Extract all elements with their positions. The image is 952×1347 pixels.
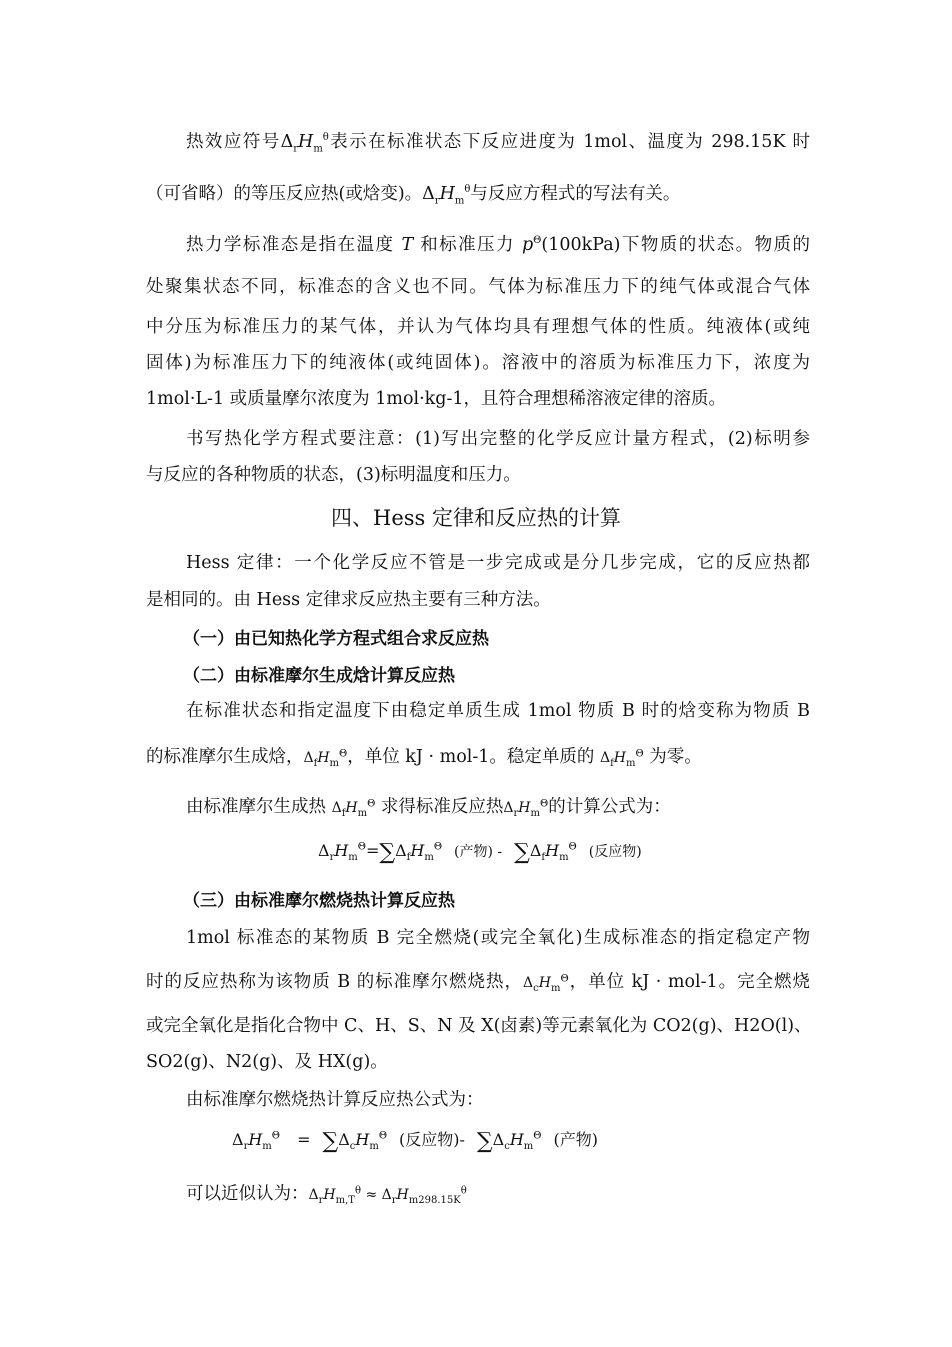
formation-line1: 在标准状态和指定温度下由稳定单质生成 1mol 物质 B 时的焓变称为物质 B <box>186 701 810 721</box>
delta-h-symbol: $\Delta_rH_m^\theta$ <box>422 184 471 207</box>
formation-line3: 由标准摩尔生成热 $\Delta_fH_m^\Theta$ 求得标准反应热$\Delta_rH_m^\Theta$的计算公式为： <box>186 797 671 819</box>
delta-h-symbol: $\Delta_rH_m^\theta$ <box>280 132 329 155</box>
para2-line4: 固体)为标准压力下的纯液体(或纯固体)。溶液中的溶质为标准压力下，浓度为 <box>146 353 810 373</box>
formation-line2: 的标准摩尔生成焓，$\Delta_fH_m^\Theta$，单位 kJ · mol-1。稳定单质的 $\Delta_fH_m^\Theta$ 为零。 <box>146 747 702 769</box>
combustion-line1: 1mol 标准态的某物质 B 完全燃烧(或完全氧化)生成标准态的指定稳定产物 <box>186 928 810 948</box>
para3-line1: 书写热化学方程式要注意：(1)写出完整的化学反应计量方程式，(2)标明参 <box>186 429 810 449</box>
combustion-line2: 时的反应热称为该物质 B 的标准摩尔燃烧热，$\Delta_cH_m^\Theta$，单位 kJ · mol-1。完全燃烧 <box>146 972 811 994</box>
section-heading: 四、Hess 定律和反应热的计算 <box>331 506 621 530</box>
combustion-line5: 由标准摩尔燃烧热计算反应热公式为： <box>186 1090 484 1110</box>
para2-line1: 热力学标准态是指在温度 T 和标准压力 $p^\Theta(100kPa)$下物质的状态。物质的 <box>186 235 810 255</box>
formula-combustion: $\Delta_rH_m^\Theta = \sum\Delta_cH_m^\Theta$ (反应物)- $\sum\Delta_cH_m^\Theta$ (产物) <box>232 1129 598 1154</box>
para1-line2: （可省略）的等压反应热(或焓变)。$\Delta_rH_m^\theta$与反应方程式的写法有关。 <box>146 184 681 207</box>
para2-line2: 处聚集状态不同，标准态的含义也不同。气体为标准压力下的纯气体或混合气体 <box>146 277 810 297</box>
combustion-line3: 或完全氧化是指化合物中 C、H、S、N 及 X(卤素)等元素氧化为 CO2(g)、H2O(l)、 <box>146 1016 812 1036</box>
subheading-2: （二）由标准摩尔生成焓计算反应热 <box>183 666 455 686</box>
hess-line2: 是相同的。由 Hess 定律求反应热主要有三种方法。 <box>146 590 551 610</box>
formula-formation: $\Delta_rH_m^\Theta=\sum\Delta_fH_m^\Theta$ (产物) - $\sum\Delta_fH_m^\Theta$ (反应物) <box>318 840 642 865</box>
para3-line2: 与反应的各种物质的状态，(3)标明温度和压力。 <box>146 465 521 485</box>
hess-line1: Hess 定律：一个化学反应不管是一步完成或是分几步完成，它的反应热都 <box>186 553 810 573</box>
para2-line5: 1mol·L-1 或质量摩尔浓度为 1mol·kg-1，且符合理想稀溶液定律的溶质。 <box>146 389 726 409</box>
approximation-line: 可以近似认为：$\Delta_rH_{m,T}^\theta \approx \Delta_rH_{m298.15K}^\theta$ <box>186 1184 467 1206</box>
para1-line1: 热效应符号$\Delta_rH_m^\theta$表示在标准状态下反应进度为 1mol、温度为 298.15K 时 <box>186 132 811 155</box>
para2-line3: 中分压为标准压力的某气体，并认为气体均具有理想气体的性质。纯液体(或纯 <box>146 317 810 337</box>
subheading-3: （三）由标准摩尔燃烧热计算反应热 <box>183 891 455 911</box>
combustion-line4: SO2(g)、N2(g)、及 HX(g)。 <box>146 1052 388 1072</box>
subheading-1: （一）由已知热化学方程式组合求反应热 <box>183 629 489 649</box>
